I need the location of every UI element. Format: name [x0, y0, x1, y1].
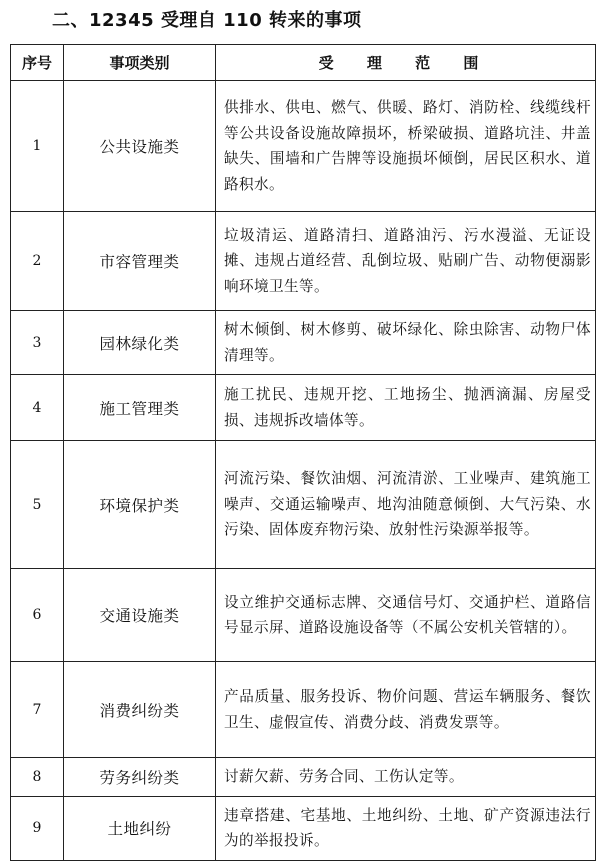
row-scope: 河流污染、餐饮油烟、河流清淤、工业噪声、建筑施工噪声、交通运输噪声、地沟油随意倾倒、大气污染、水污染、固体废弃物污染、放射性污染源举报等。 — [216, 441, 596, 569]
row-no: 4 — [11, 375, 64, 441]
row-no: 5 — [11, 441, 64, 569]
row-no: 6 — [11, 569, 64, 662]
table-row — [11, 758, 596, 797]
row-scope: 讨薪欠薪、劳务合同、工伤认定等。 — [216, 758, 596, 797]
table-row — [11, 375, 596, 441]
section-heading: 二、12345 受理自 110 转来的事项 — [52, 10, 362, 31]
table-row — [11, 796, 596, 860]
header-no: 序号 — [11, 45, 64, 81]
row-category: 交通设施类 — [64, 569, 216, 662]
row-no: 3 — [11, 311, 64, 375]
row-category: 公共设施类 — [64, 81, 216, 212]
table-row — [11, 311, 596, 375]
table-header-row — [11, 45, 596, 81]
row-category: 土地纠纷 — [64, 796, 216, 860]
header-scope: 受 理 范 围 — [216, 45, 596, 81]
row-category: 环境保护类 — [64, 441, 216, 569]
row-scope: 产品质量、服务投诉、物价问题、营运车辆服务、餐饮卫生、虚假宣传、消费分歧、消费发票等。 — [216, 662, 596, 758]
table-row — [11, 81, 596, 212]
table-row — [11, 662, 596, 758]
row-scope: 违章搭建、宅基地、土地纠纷、土地、矿产资源违法行为的举报投诉。 — [216, 796, 596, 860]
row-category: 消费纠纷类 — [64, 662, 216, 758]
row-no: 8 — [11, 758, 64, 797]
row-no: 1 — [11, 81, 64, 212]
row-no: 9 — [11, 796, 64, 860]
row-scope: 树木倾倒、树木修剪、破坏绿化、除虫除害、动物尸体清理等。 — [216, 311, 596, 375]
row-no: 2 — [11, 212, 64, 311]
row-no: 7 — [11, 662, 64, 758]
items-table — [10, 44, 596, 861]
table-row — [11, 212, 596, 311]
header-category: 事项类别 — [64, 45, 216, 81]
table-row — [11, 569, 596, 662]
row-scope: 垃圾清运、道路清扫、道路油污、污水漫溢、无证设摊、违规占道经营、乱倒垃圾、贴刷广告、动物便溺影响环境卫生等。 — [216, 212, 596, 311]
row-category: 园林绿化类 — [64, 311, 216, 375]
table-row — [11, 441, 596, 569]
row-scope: 供排水、供电、燃气、供暖、路灯、消防栓、线缆线杆等公共设备设施故障损坏，桥梁破损、道路坑洼、井盖缺失、围墙和广告牌等设施损坏倾倒，居民区积水、道路积水。 — [216, 81, 596, 212]
row-category: 劳务纠纷类 — [64, 758, 216, 797]
row-category: 市容管理类 — [64, 212, 216, 311]
row-scope: 施工扰民、违规开挖、工地扬尘、抛洒滴漏、房屋受损、违规拆改墙体等。 — [216, 375, 596, 441]
row-category: 施工管理类 — [64, 375, 216, 441]
row-scope: 设立维护交通标志牌、交通信号灯、交通护栏、道路信号显示屏、道路设施设备等（不属公安机关管辖的）。 — [216, 569, 596, 662]
